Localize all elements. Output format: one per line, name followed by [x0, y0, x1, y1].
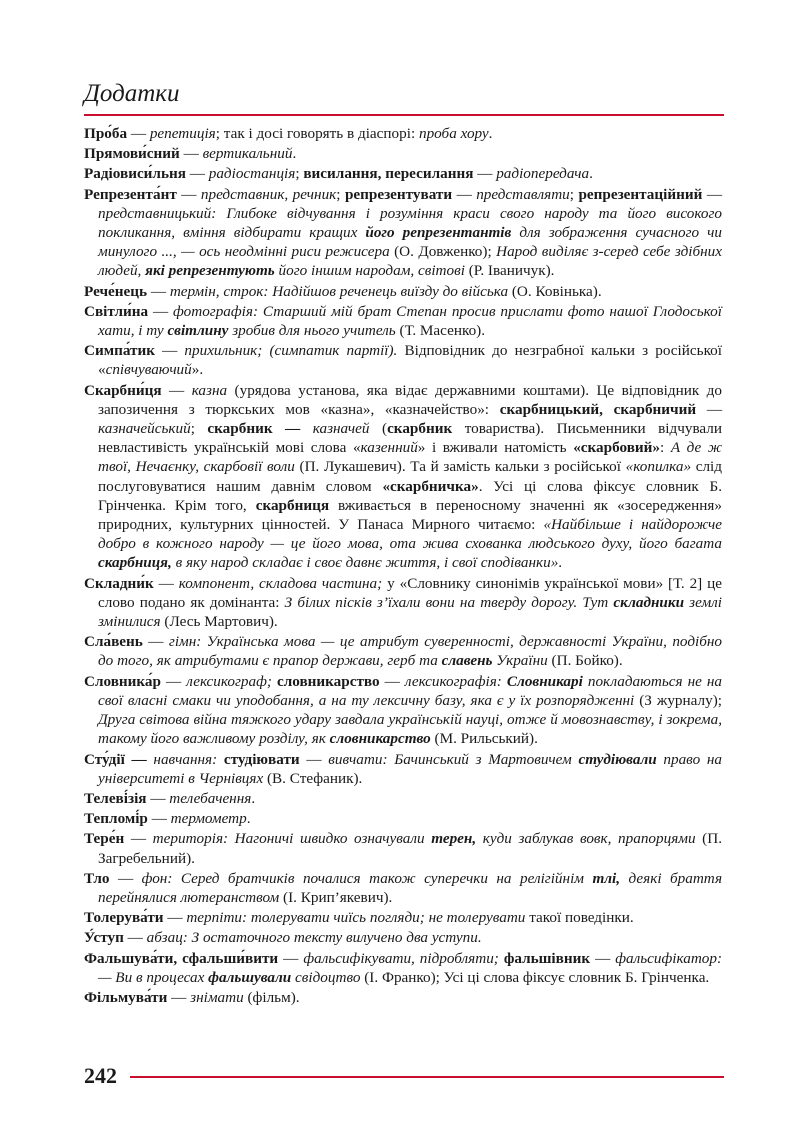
plain-text: — — [153, 574, 179, 592]
headword: Скарбни́ця — [84, 381, 162, 399]
headword: Симпа́тик — [84, 342, 155, 360]
plain-text: — — [154, 342, 185, 360]
headword: Телеві́зія — [84, 789, 147, 807]
plain-text: (П. Лукашевич). Та й замість кальки з російської — [294, 458, 626, 476]
italic-text: телебачення — [169, 789, 252, 807]
headword: Складни́к — [84, 574, 154, 592]
italic-text: право на університеті в Чернівцях — [98, 750, 723, 787]
italic-text: гімн: Українська мова — це атрибут суверенності, державності України, подібно до того, як атрибутами є прапор держави, герб та — [98, 633, 722, 670]
headword: Про́ба — [84, 125, 128, 142]
plain-text: — — [702, 185, 722, 203]
plain-text: — — [299, 750, 329, 768]
italic-text: репетиція — [149, 125, 216, 142]
italic-text: абзац: З остаточного тексту вилучено два уступи. — [146, 929, 482, 947]
bold-term: репрезентувати — [344, 185, 453, 203]
plain-text: у «Словнику синонімів української мови» [Т. 2] це слово подано як домінанта: — [98, 574, 722, 611]
headword: Репрезента́нт — [84, 185, 177, 203]
plain-text: товариства). Письменники відчували невластивість українській мові слова « — [98, 420, 722, 457]
italic-text: фальсифікатор: — Ви в процесах — [98, 949, 723, 986]
plain-text: » і вживали натомість — [417, 439, 574, 457]
headword: Фальшува́ти, сфальши́вити — [84, 949, 279, 967]
glossary-entry — [84, 928, 722, 947]
plain-text: вживається в переносному значенні як «зосередження» природних, культурних цінностей. У Панаса Мирного читаємо: — [98, 496, 722, 534]
plain-text: такої поведінки. — [525, 909, 634, 927]
bold-term: фальшівник — [503, 949, 591, 967]
glossary-entry — [84, 632, 722, 670]
italic-text: радіостанція — [208, 165, 296, 183]
italic-text: фон: Серед братчиків почалися також суперечки на релігійнім — [141, 869, 593, 887]
plain-text: (М. Рильський). — [430, 730, 538, 748]
italic-text: деякі браття перейнялися лютеранством — [98, 869, 723, 906]
page-number: 242 — [84, 1063, 117, 1088]
italic-text: терпіти: толерувати чиїсь погляди; не толерувати — [186, 909, 526, 927]
italic-text: вивчати: Бачинський з Мартовичем — [328, 750, 579, 768]
bold-term: висилання, пересилання — [303, 165, 474, 183]
headword: Тере́н — [84, 830, 125, 848]
glossary-entry — [84, 124, 722, 143]
italic-text: А де ж твої, Нечаєнку, скарбовії воли — [98, 439, 722, 476]
italic-text: вертикальний — [202, 145, 293, 163]
glossary-entry — [84, 341, 722, 379]
glossary-entry — [84, 949, 722, 987]
plain-text: — — [590, 949, 616, 967]
plain-text: . — [292, 145, 297, 163]
bold-italic-term: його репрезентантів — [365, 224, 512, 242]
plain-text: — — [147, 282, 170, 300]
glossary-entry — [84, 672, 722, 749]
plain-text: ; — [190, 420, 208, 438]
plain-text: (фільм). — [243, 988, 300, 1006]
plain-text: — — [161, 381, 192, 399]
glossary-entries — [84, 124, 722, 1008]
glossary-entry — [84, 185, 722, 281]
plain-text: — — [160, 672, 187, 690]
italic-text: навчання: — [153, 750, 218, 768]
italic-text: фальсифікувати, підробляти; — [303, 949, 499, 967]
plain-text: слід послуговуватися нашим давнім словом — [98, 458, 722, 495]
bold-italic-term: Словникарі — [506, 672, 583, 690]
glossary-entry — [84, 144, 722, 163]
italic-text: Народ виділяє з-серед себе здібних людей, — [98, 243, 722, 280]
glossary-entry — [84, 988, 722, 1007]
plain-text: (Р. Іваничук). — [464, 262, 555, 280]
plain-text: (В. Стефаник). — [263, 769, 363, 787]
bold-italic-term: славень — [441, 652, 493, 670]
italic-text: З білих пісків з’їхали вони на тверду дорогу. Тут — [284, 593, 614, 611]
plain-text: — — [146, 789, 170, 807]
plain-text: — — [473, 165, 497, 183]
plain-text: — — [123, 929, 147, 947]
plain-text: (О. Ковінька). — [508, 282, 602, 300]
plain-text: : — [660, 439, 671, 457]
glossary-entry — [84, 574, 722, 632]
bold-term: скарбник — [387, 420, 453, 438]
bold-term: «скарбовий» — [573, 439, 660, 457]
plain-text: . Усі ці слова фіксує словник Б. Грінченка. Крім того, — [98, 477, 722, 514]
footer-rule — [130, 1076, 724, 1078]
italic-text: представляти — [476, 185, 570, 203]
plain-text: . — [251, 789, 256, 807]
headword: Толерува́ти — [84, 909, 164, 927]
italic-text: радіопередача — [496, 165, 590, 183]
plain-text: (Т. Масенко). — [395, 322, 486, 340]
headword: У́ступ — [84, 929, 124, 947]
plain-text: Відповідник до незграбної кальки з російської « — [98, 342, 722, 379]
bold-italic-term: студіювали — [578, 750, 657, 768]
italic-text: свідоцтво — [291, 968, 361, 986]
plain-text: — — [179, 145, 203, 163]
glossary-entry — [84, 381, 722, 573]
italic-text: України — [492, 652, 548, 670]
bold-italic-term: складники — [613, 593, 685, 611]
italic-text: представник, речник — [200, 185, 337, 203]
plain-text: — — [185, 165, 209, 183]
glossary-entry — [84, 164, 722, 183]
plain-text: — — [176, 185, 201, 203]
bold-term: скарбниця — [255, 496, 330, 514]
italic-text: лексикограф; — [186, 672, 272, 690]
plain-text: (І. Крип’якевич). — [279, 888, 393, 906]
glossary-entry — [84, 908, 722, 927]
bold-italic-term: словникарство — [329, 730, 431, 748]
headword: Словника́р — [84, 672, 161, 690]
italic-text: Друга світова війна тяжкого удару завдала українській науці, отже й мовознавству, і зокрема, такому його важливому розділу, як — [98, 711, 722, 748]
italic-text: казна — [191, 381, 228, 399]
bold-italic-term: які репрезентують — [145, 262, 275, 280]
headword: Фільмува́ти — [84, 988, 168, 1006]
plain-text: ; — [336, 185, 345, 203]
plain-text: (П. Загребельний). — [98, 830, 723, 867]
plain-text: — — [142, 633, 169, 651]
plain-text: (І. Франко); Усі ці слова фіксує словник Б. Грінченка. — [360, 968, 710, 986]
italic-text: «Найбільше і найдорожче добро в кожного народу — це його мова, ота жива схованка людського духу, його багата — [98, 516, 722, 553]
italic-text: для зображення сучасного чи минулого ..., — ось неодмінні риси режисера — [98, 224, 722, 261]
plain-text: ». — [191, 361, 204, 379]
italic-text: «копилка» — [625, 458, 692, 476]
italic-text: фотографія: Старший мій брат Степан просив прислати фото нашої Глодоської хати, і ту — [98, 302, 722, 340]
plain-text: — — [148, 302, 174, 320]
page-header — [84, 80, 724, 120]
italic-text: проба хору — [418, 125, 489, 142]
page-footer — [84, 1063, 724, 1093]
bold-term: репрезентаційний — [578, 185, 703, 203]
plain-text: — — [147, 810, 171, 828]
plain-text: (П. Бойко). — [547, 652, 623, 670]
italic-text: компонент, складова частина; — [178, 574, 383, 592]
section-title: Додатки — [84, 80, 180, 107]
bold-term: «скарбничка» — [382, 477, 479, 495]
italic-text: в яку народ складає і своє давнє життя, і свої сподіванки» — [171, 554, 559, 572]
plain-text: ; — [569, 185, 579, 203]
plain-text: ; — [295, 165, 304, 183]
italic-text: казначейський — [98, 420, 191, 438]
bold-italic-term: терен, — [431, 830, 477, 848]
plain-text — [217, 751, 224, 768]
bold-term: словникарство — [276, 672, 380, 690]
plain-text: (О. Довженко); — [389, 243, 497, 261]
plain-text: . — [589, 165, 593, 183]
glossary-entry — [84, 750, 722, 788]
bold-italic-term: фальшували — [208, 968, 292, 986]
plain-text: — — [109, 869, 142, 887]
headword: Світли́на — [84, 302, 149, 320]
headword: Сла́вень — [84, 633, 143, 651]
italic-text: знімати — [190, 988, 244, 1006]
plain-text: (Лесь Мартович). — [160, 613, 278, 631]
italic-text: термін, строк: Надійшов реченець виїзду до війська — [169, 282, 509, 300]
plain-text: — — [124, 830, 153, 848]
bold-term: студіювати — [223, 750, 300, 768]
italic-text: термометр — [170, 810, 247, 828]
italic-text: казначей — [312, 420, 370, 438]
plain-text: . — [488, 125, 493, 142]
header-rule — [84, 114, 724, 116]
italic-text: представницький: Глибоке відчування і розуміння краси свого народу та його високого покликання, вміння відбирати кращих — [98, 204, 722, 242]
plain-text: — — [379, 672, 405, 690]
italic-text: зробив для нього учитель — [228, 322, 396, 340]
italic-text: прихильник; (симпатик партії). — [184, 342, 398, 360]
headword: Прямови́сний — [84, 145, 180, 163]
bold-italic-term: скарбниця, — [98, 554, 172, 572]
italic-text: лексикографія: — [404, 672, 507, 690]
plain-text: — — [163, 909, 187, 927]
plain-text: (З журналу); — [634, 691, 722, 709]
headword: Сту́дії — — [84, 750, 147, 768]
glossary-entry — [84, 869, 722, 907]
glossary-entry — [84, 829, 722, 867]
glossary-entry — [84, 282, 722, 301]
plain-text: — — [696, 400, 723, 418]
glossary-entry — [84, 809, 722, 828]
plain-text: . — [558, 554, 563, 572]
headword: Тепломі́р — [84, 810, 148, 828]
plain-text: ; так і досі говорять в діаспорі: — [215, 125, 419, 142]
italic-text: територія: Нагоничі швидко означували — [152, 830, 432, 848]
bold-italic-term: світлину — [167, 322, 229, 340]
italic-text: казенний — [360, 439, 418, 457]
plain-text: — — [452, 185, 477, 203]
plain-text: — — [127, 125, 150, 142]
italic-text: його іншим народам, світові — [274, 262, 465, 280]
italic-text: куди заблукав вовк, прапорцями — [476, 830, 696, 848]
plain-text: — — [278, 949, 304, 967]
plain-text: . — [246, 810, 251, 828]
headword: Рече́нець — [84, 282, 148, 300]
glossary-entry — [84, 302, 722, 340]
bold-term: скарбник — — [207, 420, 301, 438]
plain-text: — — [167, 988, 191, 1006]
glossary-entry — [84, 789, 722, 808]
plain-text — [300, 420, 313, 437]
headword: Радіовиси́льня — [84, 165, 186, 183]
plain-text: (урядова установа, яка відає державними коштами). Це відповідник до запозичення з тюркських мов «казна», «казначейство»: — [98, 381, 722, 418]
italic-text: покладаються не на свої власні смаки чи уподобання, а на ту лексичну базу, яка є у їх розпорядженні — [98, 672, 723, 709]
bold-term: скарбницький, скарбничий — [499, 400, 697, 418]
italic-text: землі змінилися — [98, 593, 722, 631]
plain-text: ( — [369, 420, 388, 438]
italic-text: співчуваючий — [105, 361, 192, 379]
headword: Тло — [84, 869, 110, 887]
bold-italic-term: тлі, — [592, 869, 621, 887]
